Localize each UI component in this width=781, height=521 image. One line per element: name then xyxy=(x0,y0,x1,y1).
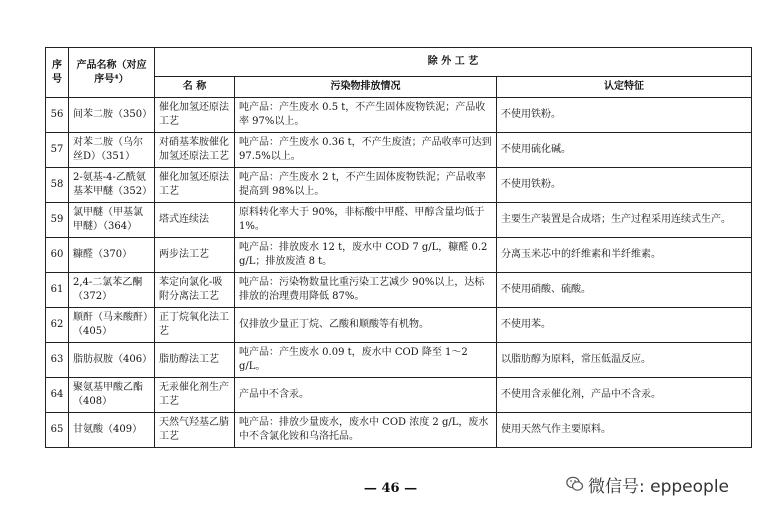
row-number: 61 xyxy=(46,273,69,308)
process-name: 对硝基苯胺催化加氢还原法工艺 xyxy=(155,133,235,168)
feature-info: 主要生产装置是合成塔；生产过程采用连续式生产。 xyxy=(497,203,752,238)
feature-info: 以脂肪醇为原料，常压低温反应。 xyxy=(497,343,752,378)
pollution-info: 吨产品：产生废水 0.5 t，不产生固体废物铁泥；产品收率 97%以上。 xyxy=(235,98,497,133)
product-name: 2-氨基-4-乙酰氨基苯甲醚（352） xyxy=(69,168,155,203)
product-name: 糠醛（370） xyxy=(69,238,155,273)
header-seq: 序号 xyxy=(46,48,69,98)
table-row xyxy=(46,308,752,343)
table-row xyxy=(46,343,752,378)
table-row xyxy=(46,98,752,133)
product-name: 聚氨基甲酸乙酯（408） xyxy=(69,378,155,413)
pollution-info: 吨产品：污染物数量比重污染工艺减少 90%以上，达标排放的治理费用降低 87%。 xyxy=(235,273,497,308)
page-number: — 46 — xyxy=(363,481,418,496)
pollution-info: 原料转化率大于 90%，非标酸中甲醛、甲醇含量均低于 1%。 xyxy=(235,203,497,238)
process-name: 催化加氢还原法工艺 xyxy=(155,168,235,203)
product-name: 顺酐（马来酸酐）（405） xyxy=(69,308,155,343)
row-number: 56 xyxy=(46,98,69,133)
process-name: 苯定向氯化-吸附分离法工艺 xyxy=(155,273,235,308)
product-name: 对苯二胺（乌尔丝D）（351） xyxy=(69,133,155,168)
process-name: 塔式连续法 xyxy=(155,203,235,238)
row-number: 62 xyxy=(46,308,69,343)
pollution-info: 产品中不含汞。 xyxy=(235,378,497,413)
feature-info: 不使用硫化碱。 xyxy=(497,133,752,168)
pollution-info: 吨产品：排放废水 12 t，废水中 COD 7 g/L，糠醛 0.2 g/L；排放废渣 8 t。 xyxy=(235,238,497,273)
product-name: 氯甲醚（甲基氯甲醚）（364） xyxy=(69,203,155,238)
feature-info: 分离玉米芯中的纤维素和半纤维素。 xyxy=(497,238,752,273)
table-row xyxy=(46,168,752,203)
row-number: 63 xyxy=(46,343,69,378)
table-row xyxy=(46,203,752,238)
row-number: 58 xyxy=(46,168,69,203)
process-name: 催化加氢还原法工艺 xyxy=(155,98,235,133)
header-pollution: 污染物排放情况 xyxy=(235,77,497,98)
header-process-name: 名 称 xyxy=(155,77,235,98)
feature-info: 不使用铁粉。 xyxy=(497,168,752,203)
row-number: 64 xyxy=(46,378,69,413)
table-row xyxy=(46,378,752,413)
feature-info: 不使用硝酸、硫酸。 xyxy=(497,273,752,308)
product-name: 2,4-二氯苯乙酮（372） xyxy=(69,273,155,308)
feature-info: 不使用苯。 xyxy=(497,308,752,343)
process-name: 无汞催化剂生产工艺 xyxy=(155,378,235,413)
process-name: 天然气羟基乙腈工艺 xyxy=(155,413,235,448)
process-name: 两步法工艺 xyxy=(155,238,235,273)
wechat-icon xyxy=(566,476,584,496)
row-number: 57 xyxy=(46,133,69,168)
feature-info: 不使用含汞催化剂，产品中不含汞。 xyxy=(497,378,752,413)
watermark-text: 微信号: eppeople xyxy=(588,477,730,497)
pollution-info: 仅排放少量正丁烷、乙酸和顺酸等有机物。 xyxy=(235,308,497,343)
product-name: 甘氨酸（409） xyxy=(69,413,155,448)
pollution-info: 吨产品：排放少量废水，废水中 COD 浓度 2 g/L，废水中不含氯化铵和乌洛托品。 xyxy=(235,413,497,448)
pollution-info: 吨产品：产生废水 0.36 t，不产生废渣；产品收率可达到 97.5%以上。 xyxy=(235,133,497,168)
process-name: 脂肪醇法工艺 xyxy=(155,343,235,378)
table-row xyxy=(46,133,752,168)
table-row xyxy=(46,273,752,308)
header-product: 产品名称（对应序号⁴） xyxy=(69,48,155,98)
watermark xyxy=(566,472,729,497)
table-row xyxy=(46,238,752,273)
header-feature: 认定特征 xyxy=(497,77,752,98)
table-row xyxy=(46,413,752,448)
pollution-info: 吨产品：产生废水 0.09 t，废水中 COD 降至 1～2 g/L。 xyxy=(235,343,497,378)
pollution-info: 吨产品：产生废水 2 t，不产生固体废物铁泥；产品收率提高到 98%以上。 xyxy=(235,168,497,203)
product-name: 脂肪叔胺（406） xyxy=(69,343,155,378)
process-name: 正丁烷氧化法工艺 xyxy=(155,308,235,343)
header-process-group: 除 外 工 艺 xyxy=(155,48,752,77)
row-number: 60 xyxy=(46,238,69,273)
process-table xyxy=(45,47,752,448)
feature-info: 使用天然气作主要原料。 xyxy=(497,413,752,448)
product-name: 间苯二胺（350） xyxy=(69,98,155,133)
feature-info: 不使用铁粉。 xyxy=(497,98,752,133)
row-number: 59 xyxy=(46,203,69,238)
row-number: 65 xyxy=(46,413,69,448)
